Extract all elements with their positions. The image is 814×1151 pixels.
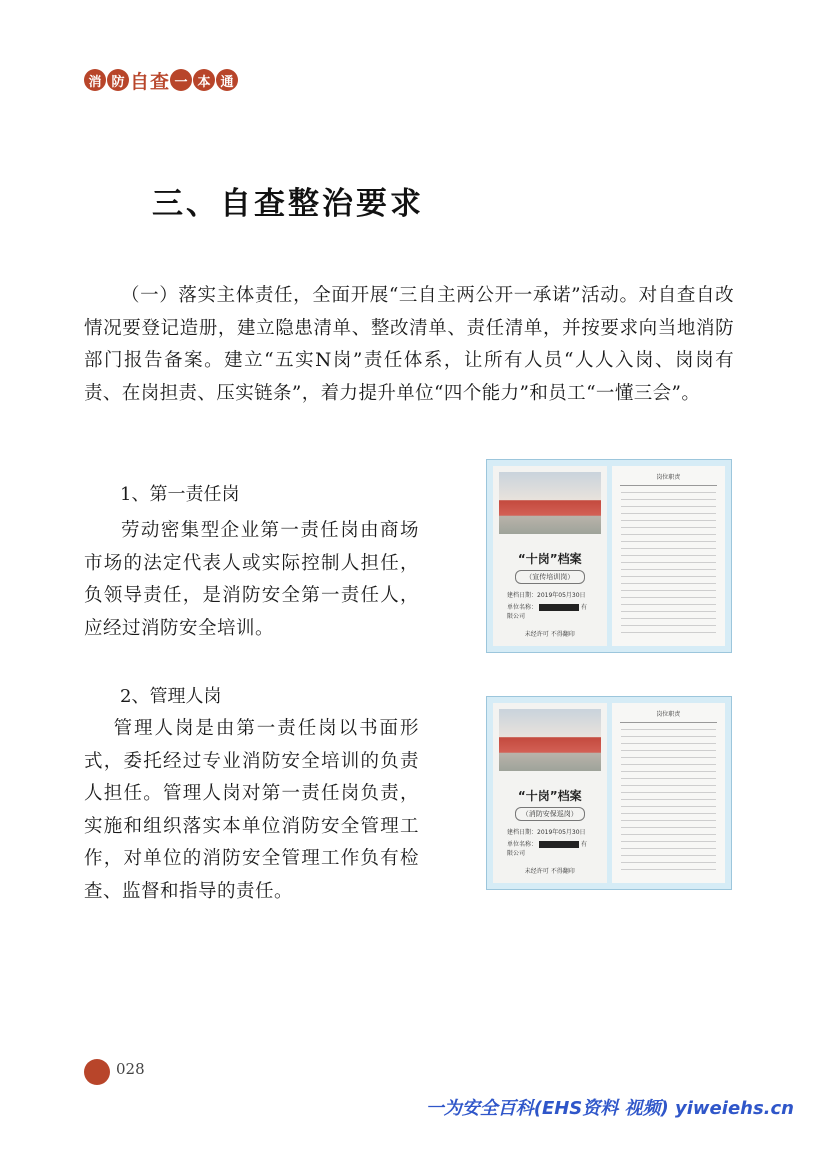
page-title: 岗位职责	[656, 474, 681, 481]
cover-date: 建档日期：2019年05月30日	[507, 592, 586, 599]
logo-char: 本	[193, 69, 215, 91]
page-number-dot	[84, 1059, 110, 1085]
archive-page	[612, 703, 726, 883]
cover-title: “十岗”档案	[517, 552, 582, 566]
text-lines	[621, 729, 717, 873]
text-lines	[621, 492, 717, 636]
cover-title: “十岗”档案	[517, 789, 582, 803]
divider	[620, 722, 718, 723]
cover-unit-prefix: 单位名称：	[507, 604, 538, 611]
item-heading: 2、管理人岗	[120, 686, 222, 707]
building-image	[499, 709, 601, 771]
logo-char: 防	[107, 69, 129, 91]
watermark-link[interactable]: 一为安全百科(EHS资料 视频) yiweiehs.cn	[425, 1098, 794, 1119]
archive-page	[612, 466, 726, 646]
redaction-bar	[539, 604, 579, 611]
section-title: 三、自查整治要求	[152, 186, 424, 222]
cover-unit-prefix: 单位名称：	[507, 841, 538, 848]
cover-footer: 未经许可 不得翻印	[524, 631, 575, 638]
cover-date: 建档日期：2019年05月30日	[507, 829, 586, 836]
logo-char: 自	[130, 70, 151, 93]
cover-unit-suffix: 有限公司	[507, 841, 588, 857]
archive-photo	[486, 459, 732, 653]
intro-paragraph: （一）落实主体责任，全面开展“三自主两公开一承诺”活动。对自查自改情况要登记造册，建立隐患清单、整改清单、责任清单，并按要求向当地消防部门报告备案。建立“五实N岗”责任体系，让所有人员“人人入岗、岗岗有责、在岗担责、压实链条”，着力提升单位“四个能力”和员工“一懂三会”。	[84, 285, 734, 404]
cover-subtitle: （消防安保巡岗）	[515, 807, 585, 821]
logo-char: 消	[84, 69, 106, 91]
item-heading: 1、第一责任岗	[120, 484, 240, 505]
archive-cover	[493, 703, 607, 883]
item-body: 管理人岗是由第一责任岗以书面形式，委托经过专业消防安全培训的负责人担任。管理人岗对第一责任岗负责，实施和组织落实本单位消防安全管理工作，对单位的消防安全管理工作负有检查、监督和指导的责任。	[84, 718, 419, 902]
building-image	[499, 472, 601, 534]
cover-unit	[507, 602, 593, 620]
cover-unit-suffix: 有限公司	[507, 604, 588, 620]
header-logo	[84, 66, 239, 94]
logo-char: 一	[170, 69, 192, 91]
cover-footer: 未经许可 不得翻印	[524, 868, 575, 875]
divider	[620, 485, 718, 486]
logo-char: 查	[150, 70, 171, 93]
cover-subtitle: （宣传培训岗）	[515, 570, 585, 584]
redaction-bar	[539, 841, 579, 848]
page-title: 岗位职责	[656, 711, 681, 718]
cover-unit	[507, 839, 593, 857]
item-body: 劳动密集型企业第一责任岗由商场市场的法定代表人或实际控制人担任，负领导责任，是消防安全第一责任人，应经过消防安全培训。	[84, 520, 419, 639]
archive-photo	[486, 696, 732, 890]
archive-cover	[493, 466, 607, 646]
logo-char: 通	[216, 69, 238, 91]
page-number: 028	[116, 1060, 145, 1078]
